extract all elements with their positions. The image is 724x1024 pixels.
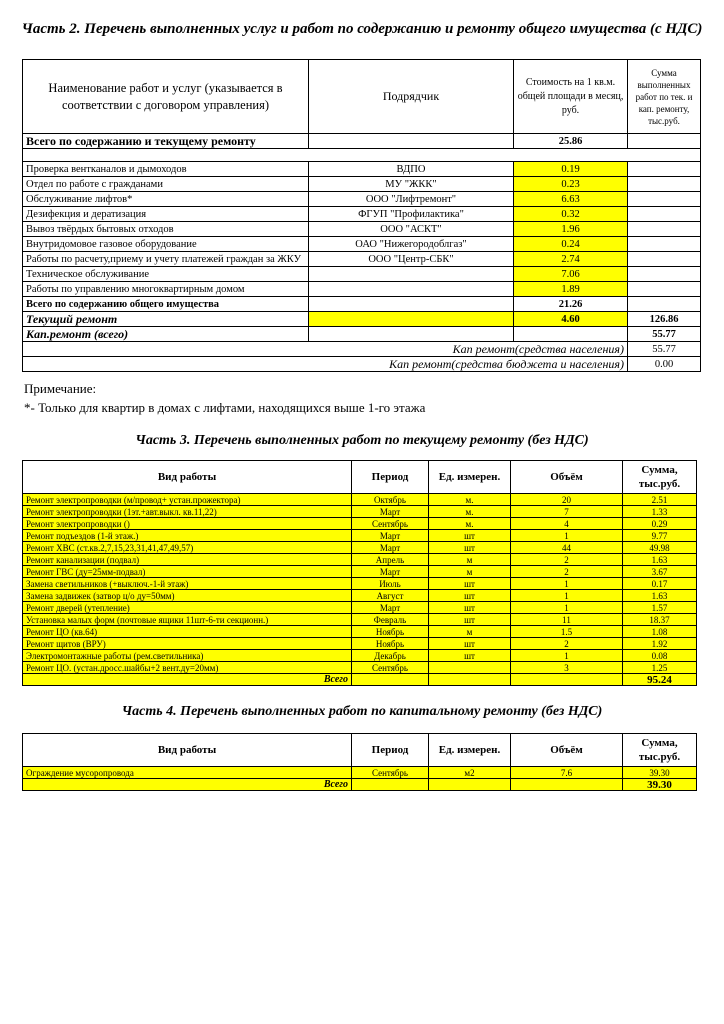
volume: 1: [511, 578, 623, 590]
contractor: [309, 267, 514, 282]
period: Сентябрь: [352, 767, 429, 779]
period: Июль: [352, 578, 429, 590]
note-text: *- Только для квартир в домах с лифтами, находящихся выше 1-го этажа: [24, 400, 426, 415]
period: Ноябрь: [352, 626, 429, 638]
sum: 0.29: [623, 518, 697, 530]
part4-rows: [23, 767, 697, 779]
volume: 1: [511, 650, 623, 662]
work-name: Отдел по работе с гражданами: [23, 177, 309, 192]
total-maintenance-label: Всего по содержанию и текущему ремонту: [23, 134, 309, 149]
sum-cell: [628, 207, 701, 222]
work-name: Электромонтажные работы (рем.светильника): [23, 650, 352, 662]
unit: шт: [429, 650, 511, 662]
unit: м.: [429, 506, 511, 518]
sum: 1.33: [623, 506, 697, 518]
table-row: [23, 494, 697, 506]
period: Март: [352, 506, 429, 518]
period: Октябрь: [352, 494, 429, 506]
sum: 0.17: [623, 578, 697, 590]
part4-total-label: Всего: [23, 779, 352, 791]
sum: 9.77: [623, 530, 697, 542]
volume: 44: [511, 542, 623, 554]
work-name: Замена светильников (+выключ.-1-й этаж): [23, 578, 352, 590]
volume: 7: [511, 506, 623, 518]
table-row: [23, 767, 697, 779]
cost-value: 0.23: [514, 177, 628, 192]
cap-repair-label: Кап.ремонт (всего): [23, 327, 309, 342]
period: Февраль: [352, 614, 429, 626]
table-row: [23, 237, 701, 252]
header-volume: Объём: [511, 461, 623, 494]
work-name: Ремонт подъездов (1-й этаж.): [23, 530, 352, 542]
sum: 1.92: [623, 638, 697, 650]
volume: 1.5: [511, 626, 623, 638]
cap-budget-sum: 0.00: [628, 357, 701, 372]
sum-cell: [628, 162, 701, 177]
period: Март: [352, 542, 429, 554]
sum: 39.30: [623, 767, 697, 779]
table-row: [23, 518, 697, 530]
contractor: ФГУП "Профилактика": [309, 207, 514, 222]
part3-total-label: Всего: [23, 674, 352, 686]
cap-budget-label: Кап ремонт(средства бюджета и населения): [23, 357, 628, 372]
sum-cell: [628, 177, 701, 192]
volume: 20: [511, 494, 623, 506]
volume: 2: [511, 554, 623, 566]
period: Апрель: [352, 554, 429, 566]
work-name: Ремонт ЦО (кв.64): [23, 626, 352, 638]
sum: 0.08: [623, 650, 697, 662]
period: Декабрь: [352, 650, 429, 662]
table-row: [23, 530, 697, 542]
table-row: [23, 662, 697, 674]
unit: м.: [429, 494, 511, 506]
period: Сентябрь: [352, 518, 429, 530]
sum: 3.67: [623, 566, 697, 578]
unit: шт: [429, 530, 511, 542]
table-row: [23, 626, 697, 638]
contractor: [309, 282, 514, 297]
work-name: Ремонт дверей (утепление): [23, 602, 352, 614]
unit: [429, 662, 511, 674]
sum: 49.98: [623, 542, 697, 554]
sum-cell: [628, 267, 701, 282]
table-row: [23, 602, 697, 614]
sum: 1.57: [623, 602, 697, 614]
volume: 1: [511, 602, 623, 614]
header-work: Вид работы: [23, 461, 352, 494]
work-name: Ремонт ЦО. (устан.дросс.шайбы+2 вент.ду=20мм): [23, 662, 352, 674]
cap-residents-sum: 55.77: [628, 342, 701, 357]
table-row: [23, 162, 701, 177]
period: Март: [352, 602, 429, 614]
sum-cell: [628, 252, 701, 267]
work-name: Ограждение мусоропровода: [23, 767, 352, 779]
volume: 2: [511, 638, 623, 650]
unit: м: [429, 626, 511, 638]
volume: 1: [511, 530, 623, 542]
period: Март: [352, 566, 429, 578]
current-repair-sum: 126.86: [628, 312, 701, 327]
work-name: Обслуживание лифтов*: [23, 192, 309, 207]
table-row: [23, 252, 701, 267]
work-name: Ремонт ХВС (ст.кв.2,7,15,23,31,41,47,49,57): [23, 542, 352, 554]
part3-table: [22, 460, 697, 686]
work-name: Замена задвижек (затвор ц/о ду=50мм): [23, 590, 352, 602]
header-period: Период: [352, 734, 429, 767]
sum: 1.63: [623, 590, 697, 602]
table-row: [23, 192, 701, 207]
table-row: [23, 542, 697, 554]
volume: 4: [511, 518, 623, 530]
cost-value: 6.63: [514, 192, 628, 207]
header-work: Вид работы: [23, 734, 352, 767]
header-sum: Сумма, тыс.руб.: [623, 461, 697, 494]
cost-value: 0.19: [514, 162, 628, 177]
header-contractor: Подрядчик: [309, 60, 514, 134]
period: Август: [352, 590, 429, 602]
period: Ноябрь: [352, 638, 429, 650]
sum: 1.08: [623, 626, 697, 638]
table-row: [23, 650, 697, 662]
cost-value: 2.74: [514, 252, 628, 267]
table-row: [23, 267, 701, 282]
sum-cell: [628, 192, 701, 207]
volume: 2: [511, 566, 623, 578]
part2-rows: [23, 162, 701, 297]
unit: шт: [429, 638, 511, 650]
work-name: Работы по управлению многоквартирным домом: [23, 282, 309, 297]
cost-value: 0.32: [514, 207, 628, 222]
contractor: МУ "ЖКК": [309, 177, 514, 192]
part4-total-sum: 39.30: [623, 779, 697, 791]
unit: шт: [429, 614, 511, 626]
contractor: ВДПО: [309, 162, 514, 177]
sum-cell: [628, 222, 701, 237]
work-name: Дезифекция и дератизация: [23, 207, 309, 222]
cost-value: 1.96: [514, 222, 628, 237]
table-row: [23, 282, 701, 297]
work-name: Ремонт электропроводки (): [23, 518, 352, 530]
cost-value: 7.06: [514, 267, 628, 282]
work-name: Ремонт канализации (подвал): [23, 554, 352, 566]
header-name: Наименование работ и услуг (указывается в соответствии с договором управления): [23, 60, 309, 134]
sum: 1.63: [623, 554, 697, 566]
work-name: Работы по расчету,приему и учету платежей граждан за ЖКУ: [23, 252, 309, 267]
contractor: ООО "Лифтремонт": [309, 192, 514, 207]
work-name: Внутридомовое газовое оборудование: [23, 237, 309, 252]
sum: 18.37: [623, 614, 697, 626]
total-common-label: Всего по содержанию общего имущества: [23, 297, 309, 312]
part4-table: [22, 733, 697, 791]
total-common-value: 21.26: [514, 297, 628, 312]
unit: м: [429, 566, 511, 578]
sum-cell: [628, 237, 701, 252]
unit: шт: [429, 602, 511, 614]
table-row: [23, 207, 701, 222]
part4-title: Часть 4. Перечень выполненных работ по капитальному ремонту (без НДС): [121, 704, 603, 719]
table-row: [23, 578, 697, 590]
part3-title: Часть 3. Перечень выполненных работ по текущему ремонту (без НДС): [135, 433, 589, 448]
contractor: ОАО "Нижегородоблгаз": [309, 237, 514, 252]
part2-table: [22, 59, 701, 372]
header-sum: Сумма выполненных работ по тек. и кап. ремонту, тыс.руб.: [628, 60, 701, 134]
unit: шт: [429, 578, 511, 590]
unit: м.: [429, 518, 511, 530]
work-name: Техническое обслуживание: [23, 267, 309, 282]
table-row: [23, 638, 697, 650]
contractor: ООО "Центр-СБК": [309, 252, 514, 267]
total-maintenance-value: 25.86: [514, 134, 628, 149]
cost-value: 1.89: [514, 282, 628, 297]
sum: 2.51: [623, 494, 697, 506]
sum-cell: [628, 282, 701, 297]
header-period: Период: [352, 461, 429, 494]
unit: м2: [429, 767, 511, 779]
table-row: [23, 177, 701, 192]
work-name: Проверка вентканалов и дымоходов: [23, 162, 309, 177]
table-row: [23, 614, 697, 626]
table-row: [23, 566, 697, 578]
work-name: Вывоз твёрдых бытовых отходов: [23, 222, 309, 237]
work-name: Ремонт ГВС (ду=25мм-подвал): [23, 566, 352, 578]
work-name: Ремонт электропроводки (м/провод+ устан.прожектора): [23, 494, 352, 506]
volume: 1: [511, 590, 623, 602]
period: Сентябрь: [352, 662, 429, 674]
cost-value: 0.24: [514, 237, 628, 252]
table-row: [23, 222, 701, 237]
cap-repair-sum: 55.77: [628, 327, 701, 342]
unit: м: [429, 554, 511, 566]
volume: 7.6: [511, 767, 623, 779]
period: Март: [352, 530, 429, 542]
table-row: [23, 590, 697, 602]
work-name: Ремонт электропроводки (1эт.+авт.выкл. кв.11,22): [23, 506, 352, 518]
header-volume: Объём: [511, 734, 623, 767]
contractor: ООО "АСКТ": [309, 222, 514, 237]
volume: 11: [511, 614, 623, 626]
part3-total-sum: 95.24: [623, 674, 697, 686]
current-repair-cost: 4.60: [514, 312, 628, 327]
volume: 3: [511, 662, 623, 674]
note-title: Примечание:: [24, 381, 97, 396]
cap-residents-label: Кап ремонт(средства населения): [23, 342, 628, 357]
work-name: Ремонт щитов (ВРУ): [23, 638, 352, 650]
part2-title: Часть 2. Перечень выполненных услуг и работ по содержанию и ремонту общего имущества (с НДС): [21, 21, 703, 37]
part3-rows: [23, 494, 697, 674]
header-unit: Ед. измерен.: [429, 461, 511, 494]
header-cost: Стоимость на 1 кв.м. общей площади в месяц, руб.: [514, 60, 628, 134]
unit: шт: [429, 590, 511, 602]
current-repair-label: Текущий ремонт: [23, 312, 309, 327]
header-sum: Сумма, тыс.руб.: [623, 734, 697, 767]
header-unit: Ед. измерен.: [429, 734, 511, 767]
table-row: [23, 554, 697, 566]
table-row: [23, 506, 697, 518]
work-name: Установка малых форм (почтовые ящики 11шт-6-ти секционн.): [23, 614, 352, 626]
unit: шт: [429, 542, 511, 554]
sum: 1.25: [623, 662, 697, 674]
